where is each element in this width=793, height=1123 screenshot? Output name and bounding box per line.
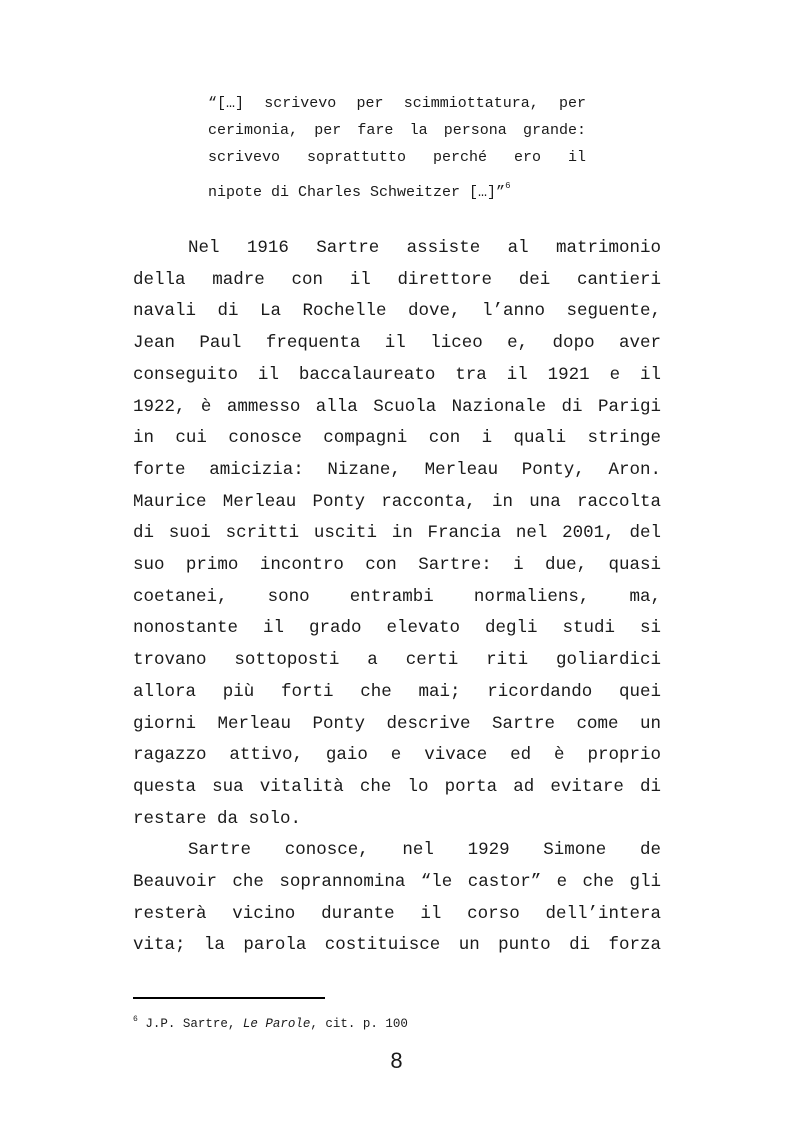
paragraph-line: Beauvoir che soprannomina “le castor” e che gli (133, 872, 661, 892)
page-number: 8 (390, 1048, 403, 1073)
paragraph-line: 1922, è ammesso alla Scuola Nazionale di Parigi (133, 396, 661, 417)
footnote (133, 1010, 408, 1034)
paragraph-line: giorni Merleau Ponty descrive Sartre come un (133, 713, 661, 734)
paragraph-line: navali di La Rochelle dove, l’anno seguente, (133, 301, 661, 322)
paragraph-line: conseguito il baccalaureato tra il 1921 e il (133, 364, 661, 385)
paragraph-line: vita; la parola costituisce un punto di forza (133, 935, 661, 956)
footnote-title: Le Parole (242, 1017, 311, 1031)
quote-line: cerimonia, per fare la persona grande: (208, 122, 586, 139)
paragraph-line: Nel 1916 Sartre assiste al matrimonio (188, 238, 661, 258)
paragraph-line: in cui conosce compagni con i quali stringe (133, 428, 661, 449)
paragraph-line: Jean Paul frequenta il liceo e, dopo aver (133, 333, 661, 354)
paragraph-line: Sartre conosce, nel 1929 Simone de (188, 840, 661, 861)
paragraph-line: forte amicizia: Nizane, Merleau Ponty, Aron. (133, 459, 661, 480)
paragraph-line: nonostante il grado elevato degli studi si (133, 618, 661, 639)
footnote-prefix: J.P. Sartre, (145, 1017, 243, 1031)
footnote-separator (133, 997, 325, 999)
paragraph-line: trovano sottoposti a certi riti goliardici (133, 650, 661, 671)
footnote-suffix: , cit. p. 100 (310, 1017, 408, 1031)
footnote-number: 6 (133, 1015, 138, 1024)
quote-line-text: nipote di Charles Schweitzer […]” (208, 184, 506, 201)
paragraph-line: allora più forti che mai; ricordando quei (133, 681, 661, 702)
paragraph-line: della madre con il direttore dei cantieri (133, 269, 661, 290)
paragraph-line: resterà vicino durante il corso dell’intera (133, 903, 661, 924)
quote-line: “[…] scrivevo per scimmiottatura, per (208, 95, 586, 112)
paragraph-line: di suoi scritti usciti in Francia nel 2001, del (133, 523, 661, 544)
paragraph-line: restare da solo. (133, 808, 302, 829)
paragraph-line: suo primo incontro con Sartre: i due, quasi (133, 555, 661, 575)
paragraph-line: Maurice Merleau Ponty racconta, in una raccolta (133, 491, 661, 512)
quote-line-last (208, 173, 586, 200)
quote-line: scrivevo soprattutto perché ero il (208, 149, 586, 166)
footnote-reference: 6 (505, 181, 511, 191)
paragraph-line: coetanei, sono entrambi normaliens, ma, (133, 586, 661, 607)
paragraph-line: ragazzo attivo, gaio e vivace ed è proprio (133, 745, 661, 766)
paragraph-line: questa sua vitalità che lo porta ad evitare di (133, 776, 661, 797)
